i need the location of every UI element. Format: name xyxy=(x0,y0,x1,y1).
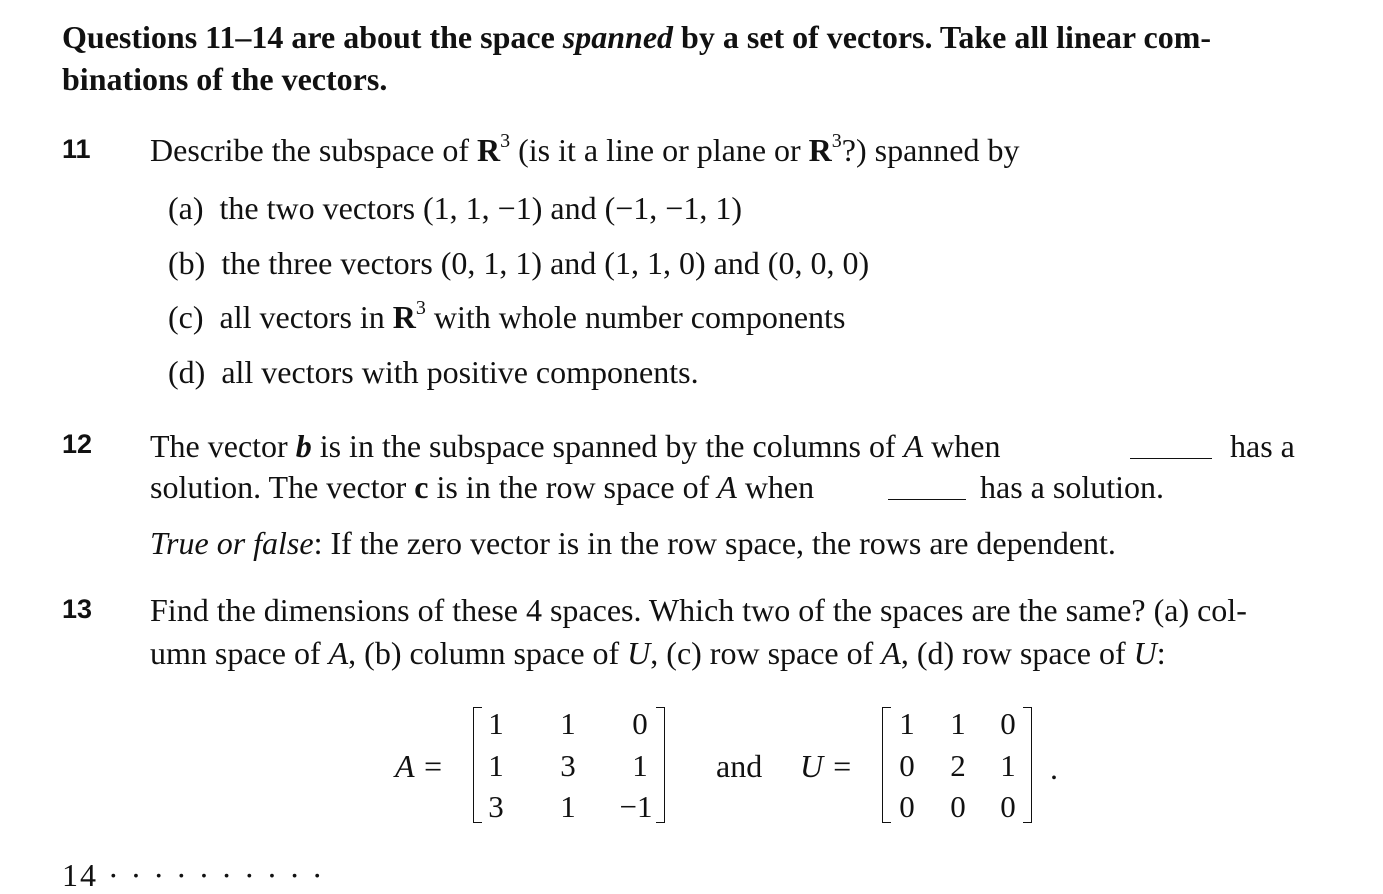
and-word: and xyxy=(716,748,763,784)
question-14-cutoff: 14 · · · · · · · · · · xyxy=(62,857,325,893)
matrix-period: . xyxy=(1050,750,1058,786)
matrix-a-cell: 1 xyxy=(488,748,504,783)
q12-blank-1[interactable] xyxy=(1130,432,1212,459)
q11-item-b: (b) the three vectors (0, 1, 1) and (1, 1, 0) and (0, 0, 0) xyxy=(168,245,870,281)
q11-item-a: (a) the two vectors (1, 1, −1) and (−1, −1, 1) xyxy=(168,190,742,226)
matrix-u-cell: 0 xyxy=(899,748,915,783)
matrix-u-cell: 1 xyxy=(1000,748,1016,783)
matrix-a-label: A = xyxy=(395,748,444,784)
question-number-12: 12 xyxy=(62,429,93,459)
matrix-a-cell: 1 xyxy=(632,748,648,783)
q12-true-false: True or false: If the zero vector is in the row space, the rows are dependent. xyxy=(150,525,1116,561)
q13-line-1: Find the dimensions of these 4 spaces. Which two of the spaces are the same? (a) col- xyxy=(150,592,1247,628)
matrix-u-cell: 0 xyxy=(899,789,915,824)
q11-intro: Describe the subspace of $R^3$ (is it a line or plane or $R^3$?) spanned by xyxy=(150,130,1020,168)
matrix-u-cell: 1 xyxy=(899,706,915,741)
q12-line-1: The vector b is in the subspace spanned by the columns of A when xyxy=(150,428,1001,464)
matrix-u-cell: 0 xyxy=(1000,789,1016,824)
matrix-u-cell: 0 xyxy=(950,789,966,824)
q12-line-1-end: has a xyxy=(1230,428,1295,464)
question-number-13: 13 xyxy=(62,594,93,624)
matrix-a-cell: 3 xyxy=(488,789,504,824)
q11-item-c: (c) all vectors in $R^3$ with whole number components xyxy=(168,297,846,335)
q13-line-2: umn space of A, (b) column space of U, (c) row space of A, (d) row space of U: xyxy=(150,635,1166,671)
matrix-u-cell: 2 xyxy=(950,748,966,783)
matrix-a-cell: 1 xyxy=(560,789,576,824)
matrix-a-cell: 3 xyxy=(560,748,576,783)
matrix-u-cell: 0 xyxy=(1000,706,1016,741)
q11-item-d: (d) all vectors with positive components. xyxy=(168,354,699,390)
section-header: Questions 11–14 are about the space spanned by a set of vectors. Take all linear com-binations of the vectors. xyxy=(62,19,1212,97)
q12-blank-2[interactable] xyxy=(888,473,966,500)
q12-line-2-end: has a solution. xyxy=(980,469,1164,505)
matrix-a-cell: 1 xyxy=(560,706,576,741)
matrix-u-label: U = xyxy=(800,748,853,784)
matrix-a-cell: −1 xyxy=(619,789,653,824)
header-emphasis: spanned xyxy=(562,19,674,55)
matrix-a-cell: 0 xyxy=(632,706,648,741)
matrix-a-cell: 1 xyxy=(488,706,504,741)
matrix-u-cell: 1 xyxy=(950,706,966,741)
q12-line-2: solution. The vector c is in the row space of A when xyxy=(150,469,815,505)
question-number-11: 11 xyxy=(62,134,91,164)
